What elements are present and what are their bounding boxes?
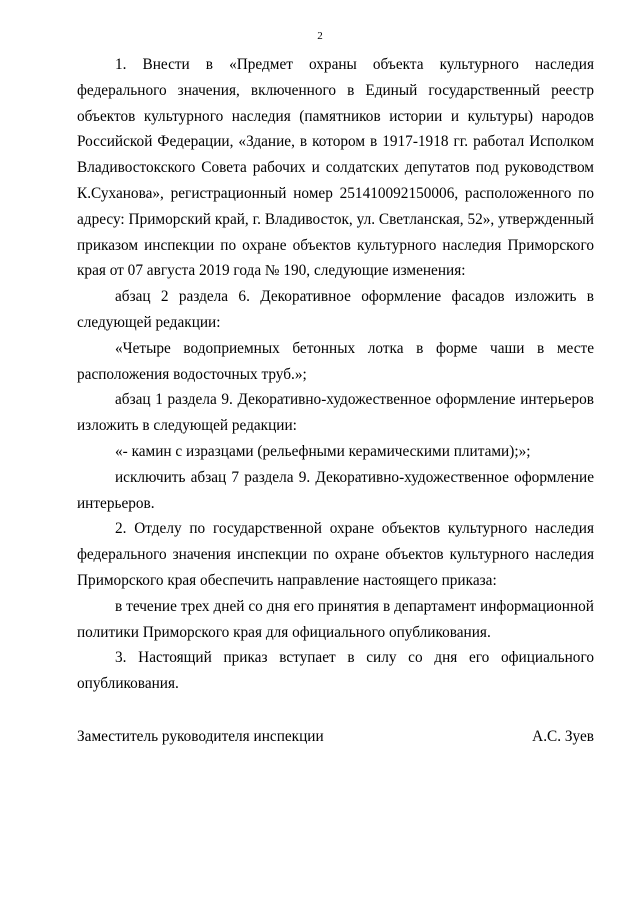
document-body (77, 52, 594, 697)
paragraph-paragraph-1-section-9: абзац 1 раздела 9. Декоративно-художественное оформление интерьеров изложить в следующей редакции: (77, 391, 594, 435)
paragraph-item-1: 1. Внести в «Предмет охраны объекта культурного наследия федерального значения, включенного в Единый государственный реестр объектов культурного наследия (памятников истории и культуры) народов Российской Федерации, «Здание, в котором в 1917-1918 гг. работал Исполком Владивостокского Совета рабочих и солдатских депутатов под руководством К.Суханова», регистрационный номер 251410092150006, расположенного по адресу: Приморский край, г. Владивосток, ул. Светланская, 52», утвержденный приказом инспекции по охране объектов культурного наследия Приморского края от 07 августа 2019 года № 190, следующие изменения: (77, 56, 594, 280)
paragraph-paragraph-2-section-6: абзац 2 раздела 6. Декоративное оформление фасадов изложить в следующей редакции: (77, 288, 594, 331)
paragraph-quote-fireplace: «- камин с изразцами (рельефными керамическими плитами);»; (115, 442, 531, 460)
paragraph-item-2: 2. Отделу по государственной охране объектов культурного наследия федерального значения инспекции по охране объектов культурного наследия Приморского края обеспечить направление настоящего приказа: (77, 520, 594, 589)
paragraph-publication-term: в течение трех дней со дня его принятия в департамент информационной политики Приморского края для официального опубликования. (77, 597, 594, 641)
paragraph-exclude-paragraph-7: исключить абзац 7 раздела 9. Декоративно-художественное оформление интерьеров. (77, 468, 594, 512)
signatory-position: Заместитель руководителя инспекции (77, 728, 324, 745)
signatory-name: А.С. Зуев (532, 728, 594, 745)
paragraph-item-3: 3. Настоящий приказ вступает в силу со дня его официального опубликования. (77, 649, 594, 693)
page-number: 2 (317, 30, 323, 42)
paragraph-quote-gutters: «Четыре водоприемных бетонных лотка в форме чаши в месте расположения водосточных труб.»; (77, 339, 594, 383)
signature-block (77, 724, 594, 749)
